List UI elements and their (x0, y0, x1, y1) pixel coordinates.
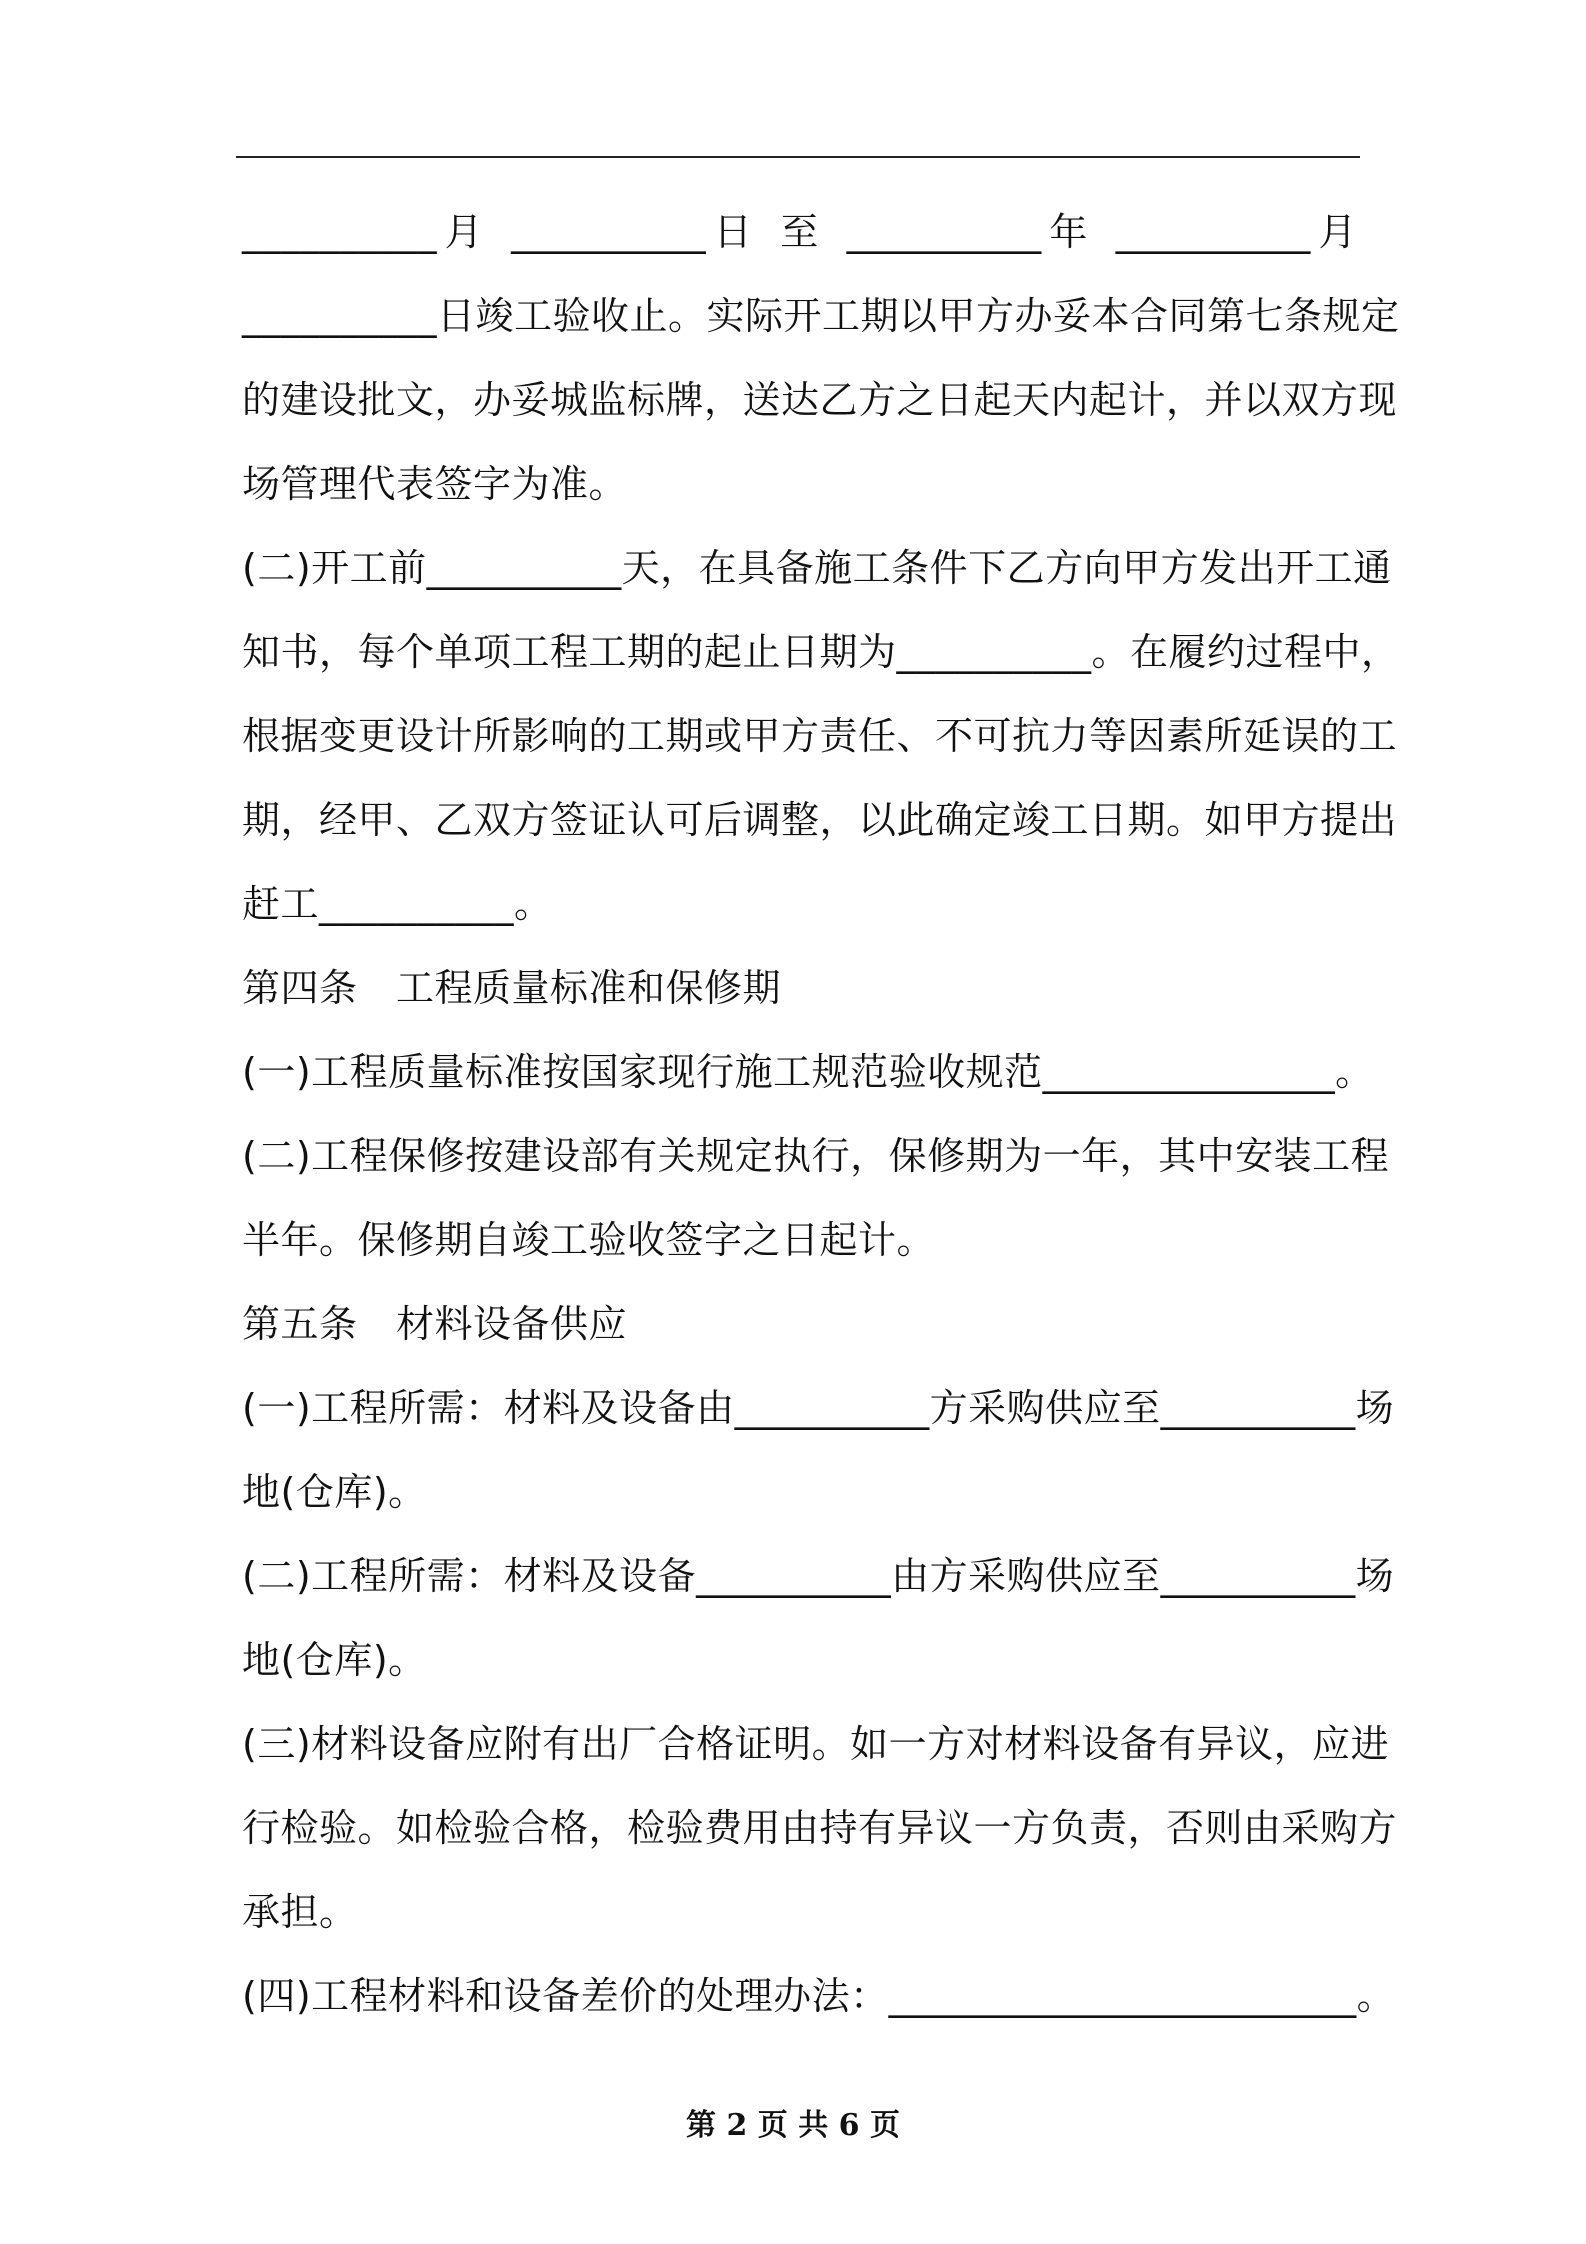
text-line: (四)工程材料和设备差价的处理办法：________________________。 (242, 1974, 1396, 2018)
document-body (242, 190, 1400, 2038)
text-line: 地(仓库)。 (242, 1638, 427, 1682)
text-line: (二)工程保修按建设部有关规定执行，保修期为一年，其中安装工程 (242, 1134, 1390, 1178)
text-line: 知书，每个单项工程工期的起止日期为__________。在履约过程中， (242, 630, 1400, 674)
text-line: __________日竣工验收止。实际开工期以甲方办妥本合同第七条规定 (242, 294, 1400, 338)
text-line: 行检验。如检验合格，检验费用由持有异议一方负责，否则由采购方 (242, 1806, 1398, 1850)
section-heading: 第五条 材料设备供应 (242, 1302, 628, 1346)
header-rule (236, 156, 1360, 158)
text-line: 地(仓库)。 (242, 1470, 427, 1514)
text-line: 场管理代表签字为准。 (242, 462, 628, 506)
page-footer (0, 2100, 1586, 2144)
text-line: 半年。保修期自竣工验收签字之日起计。 (242, 1218, 936, 1262)
text-line: __________月 __________日 至 __________年 __________月 (242, 210, 1357, 254)
text-line: (三)材料设备应附有出厂合格证明。如一方对材料设备有异议，应进 (242, 1722, 1390, 1766)
text-line: 赶工__________。 (242, 882, 553, 926)
page-number: 第 2 页 共 6 页 (686, 2108, 900, 2143)
text-line: 根据变更设计所影响的工期或甲方责任、不可抗力等因素所延误的工 (242, 714, 1398, 758)
section-heading: 第四条 工程质量标准和保修期 (242, 966, 782, 1010)
text-line: 承担。 (242, 1890, 358, 1934)
text-line: (二)工程所需：材料及设备__________由方采购供应至__________场 (242, 1554, 1395, 1598)
text-line: (一)工程质量标准按国家现行施工规范验收规范_______________。 (242, 1050, 1374, 1094)
text-line: 的建设批文，办妥城监标牌，送达乙方之日起天内起计，并以双方现 (242, 378, 1398, 422)
text-line: 期，经甲、乙双方签证认可后调整，以此确定竣工日期。如甲方提出 (242, 798, 1398, 842)
text-line: (一)工程所需：材料及设备由__________方采购供应至__________场 (242, 1386, 1395, 1430)
text-line: (二)开工前__________天，在具备施工条件下乙方向甲方发出开工通 (242, 546, 1392, 590)
